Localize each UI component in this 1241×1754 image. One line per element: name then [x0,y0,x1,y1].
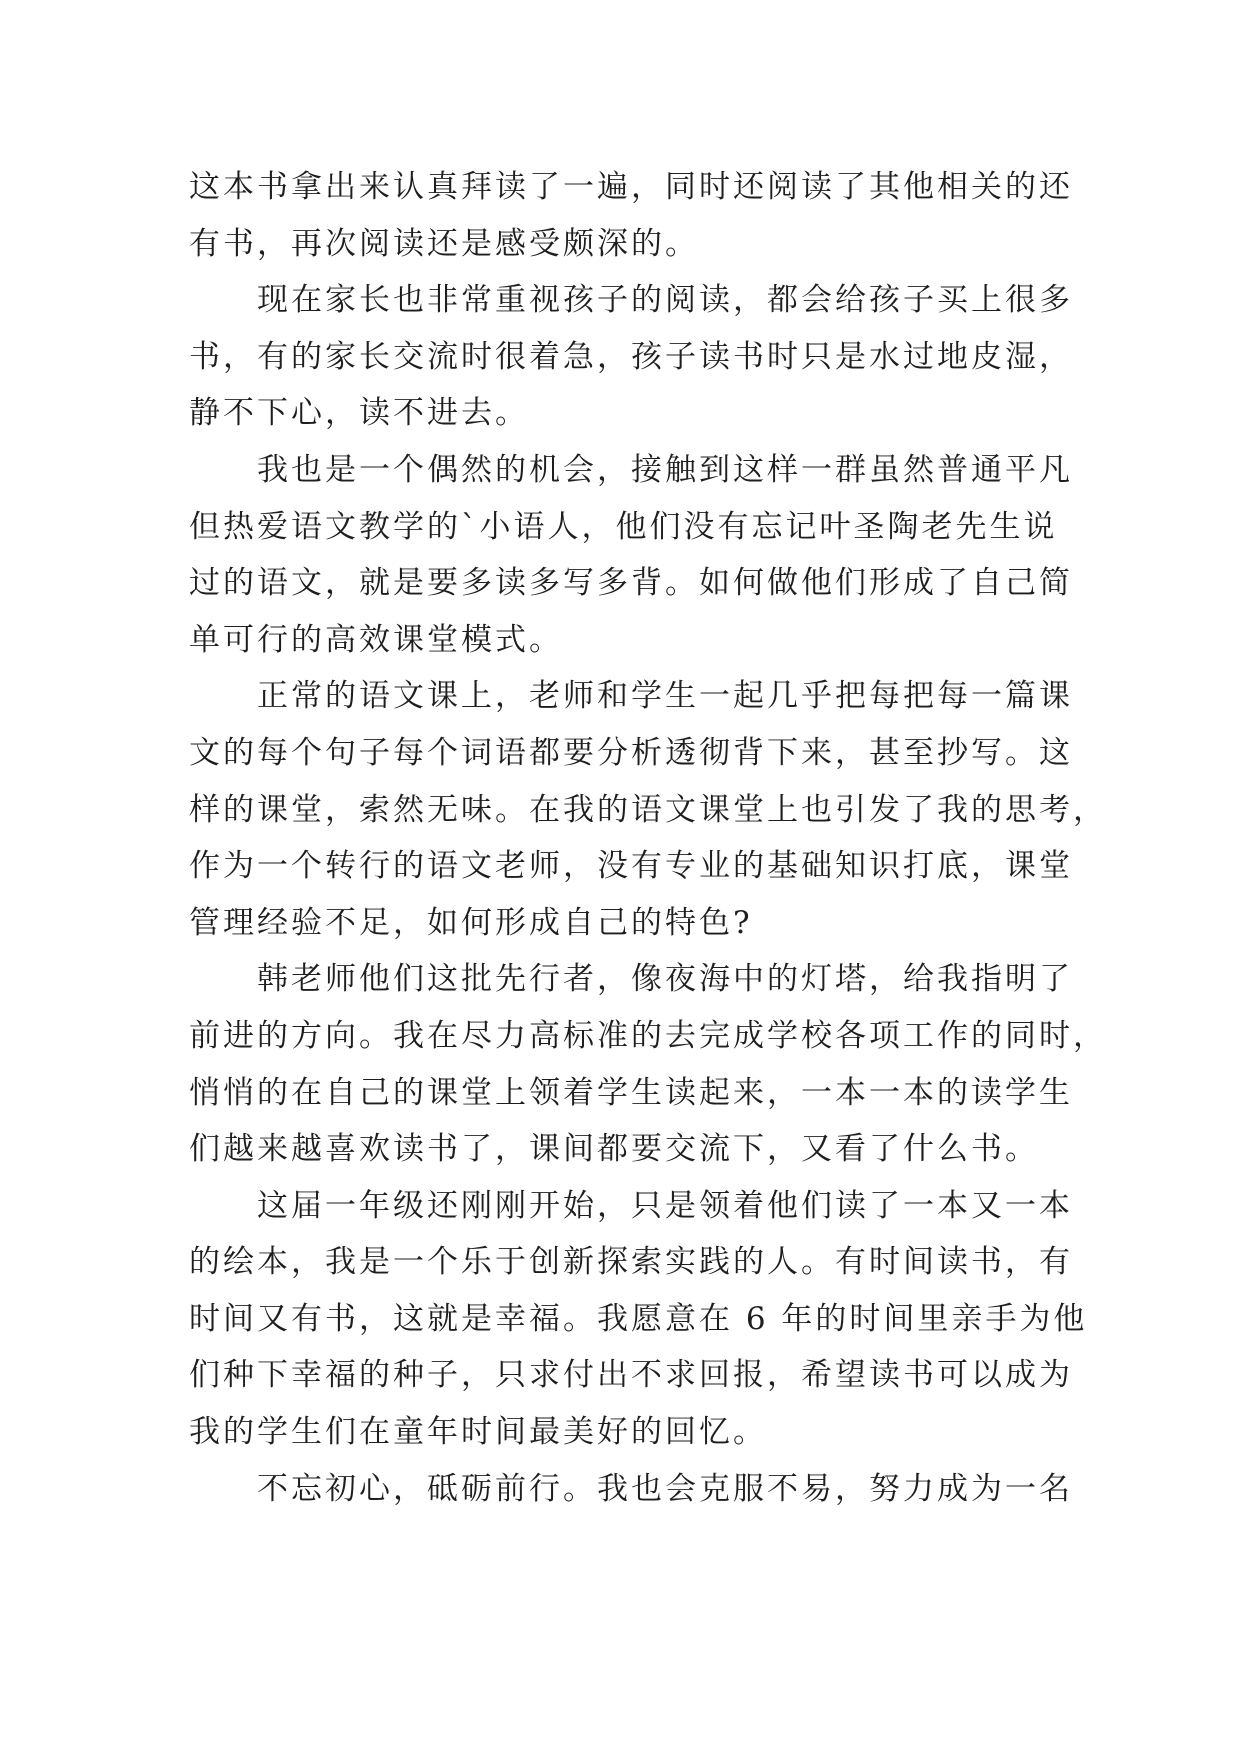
document-body [189,159,1107,1517]
paragraph-first-line: 现在家长也非常重视孩子的阅读，都会给孩子买上很多 [257,282,1073,319]
text-line: 过的语文，就是要多读多写多背。如何做他们形成了自己简 [189,565,1073,602]
paragraph-first-line: 我也是一个偶然的机会，接触到这样一群虽然普通平凡 [257,451,1073,488]
text-line: 悄悄的在自己的课堂上领着学生读起来，一本一本的读学生 [189,1074,1073,1111]
text-line: 但热爱语文教学的`小语人，他们没有忘记叶圣陶老先生说 [189,508,1058,545]
text-line: 作为一个转行的语文老师，没有专业的基础知识打底，课堂 [189,848,1073,885]
text-line: 们越来越喜欢读书了，课间都要交流下，又看了什么书。 [189,1131,1039,1168]
text-line: 我的学生们在童年时间最美好的回忆。 [189,1414,767,1451]
text-line: 时间又有书，这就是幸福。我愿意在 6 年的时间里亲手为他 [189,1300,1088,1337]
text-line: 书，有的家长交流时很着急，孩子读书时只是水过地皮湿， [189,338,1073,375]
text-line: 静不下心，读不进去。 [189,395,529,432]
text-line: 管理经验不足，如何形成自己的特色? [189,904,753,941]
paragraph-first-line: 不忘初心，砥砺前行。我也会克服不易，努力成为一名 [257,1470,1073,1507]
text-line: 单可行的高效课堂模式。 [189,621,563,658]
text-line: 文的每个句子每个词语都要分析透彻背下来，甚至抄写。这 [189,734,1073,771]
text-line: 的绘本，我是一个乐于创新探索实践的人。有时间读书，有 [189,1244,1073,1281]
text-line: 前进的方向。我在尽力高标准的去完成学校各项工作的同时， [189,1017,1107,1054]
paragraph-first-line: 正常的语文课上，老师和学生一起几乎把每把每一篇课 [257,678,1073,715]
text-line: 样的课堂，索然无味。在我的语文课堂上也引发了我的思考， [189,791,1107,828]
text-line: 有书，再次阅读还是感受颇深的。 [189,225,699,262]
paragraph-first-line: 韩老师他们这批先行者，像夜海中的灯塔，给我指明了 [257,961,1073,998]
text-line: 们种下幸福的种子，只求付出不求回报，希望读书可以成为 [189,1357,1073,1394]
paragraph-first-line: 这届一年级还刚刚开始，只是领着他们读了一本又一本 [257,1187,1073,1224]
text-line: 这本书拿出来认真拜读了一遍，同时还阅读了其他相关的还 [189,169,1073,205]
